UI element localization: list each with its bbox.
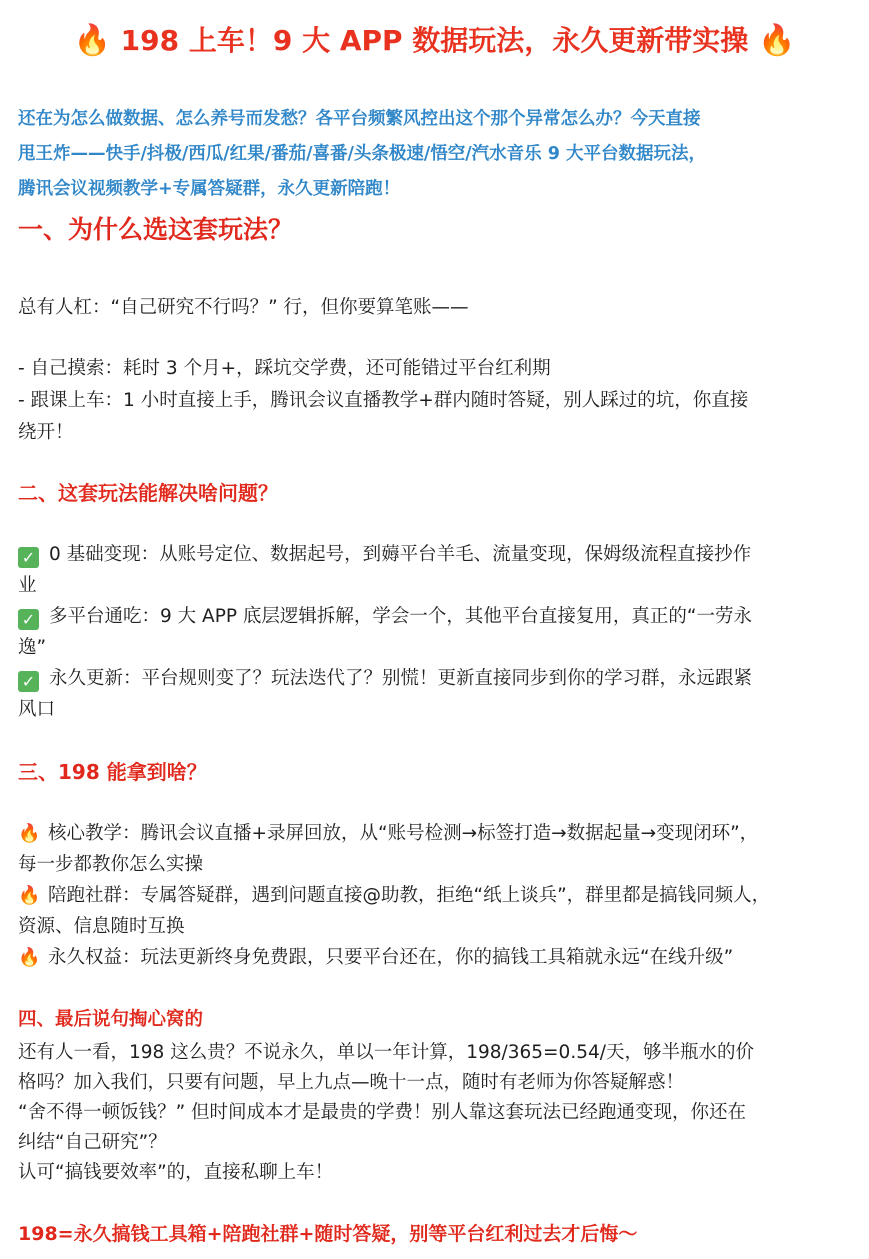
section3-item-cont: 资源、信息随时互换 [18,916,185,937]
section3-item-text: 永久权益：玩法更新终身免费跟，只要平台还在，你的搞钱工具箱就永远“在线升级” [48,947,734,968]
section2-item [18,602,752,632]
section2-item [18,540,751,570]
fire-icon: 🔥 [18,947,41,968]
section1-heading: 一、为什么选这套玩法？ [18,215,294,244]
section4-line: 还有人一看，198 这么贵？不说永久，单以一年计算，198/365=0.54/天，够半瓶水的价 [18,1042,754,1063]
section3-item [18,943,733,973]
section4-heading: 四、最后说句掏心窝的 [18,1009,204,1030]
section2-item-cont: 风口 [18,699,56,720]
section2-item-text: 永久更新：平台规则变了？玩法迭代了？别慌！更新直接同步到你的学习群，永远跟紧 [49,668,753,689]
section3-item [18,819,758,849]
intro-line: 甩王炸——快手/抖极/西瓜/红果/番茄/喜番/头条极速/悟空/汽水音乐 9 大平台数据玩法， [18,144,706,164]
section2-item-text: 0 基础变现：从账号定位、数据起号，到薅平台羊毛、流量变现，保姆级流程直接抄作 [49,544,752,565]
fire-icon: 🔥 [18,885,41,906]
post-title-text: 198 上车！9 大 APP 数据玩法，永久更新带实操 [120,24,749,57]
section1-item: - 跟课上车：1 小时直接上手，腾讯会议直播教学+群内随时答疑，别人踩过的坑，你直接 [18,390,749,411]
section1-item: 绕开！ [18,422,74,443]
check-mark-icon: ✓ [18,671,39,692]
section2-item-cont: 逸” [18,637,47,658]
section2-item [18,664,752,694]
section3-item-text: 核心教学：腾讯会议直播+录屏回放，从“账号检测→标签打造→数据起量→变现闭环”， [48,823,759,844]
check-mark-icon: ✓ [18,547,39,568]
section1-item: - 自己摸索：耗时 3 个月+，踩坑交学费，还可能错过平台红利期 [18,358,551,379]
section3-item-text: 陪跑社群：专属答疑群，遇到问题直接@助教，拒绝“纸上谈兵”，群里都是搞钱同频人， [48,885,771,906]
section4-line: “舍不得一顿饭钱？” 但时间成本才是最贵的学费！别人靠这套玩法已经跑通变现，你还在 [18,1102,747,1123]
intro-line: 还在为怎么做数据、怎么养号而发愁？各平台频繁风控出这个那个异常怎么办？今天直接 [18,109,701,129]
post-title [0,18,869,64]
section4-line: 纠结“自己研究”？ [18,1132,167,1153]
section3-item [18,881,770,911]
section4-line: 格吗？加入我们，只要有问题，早上九点—晚十一点，随时有老师为你答疑解惑！ [18,1072,685,1093]
fire-icon: 🔥 [758,23,796,58]
section1-lead: 总有人杠：“自己研究不行吗？” 行，但你要算笔账—— [18,297,469,318]
intro-line: 腾讯会议视频教学+专属答疑群，永久更新陪跑！ [18,179,401,199]
check-mark-icon: ✓ [18,609,39,630]
section4-line: 认可“搞钱要效率”的，直接私聊上车！ [18,1162,334,1183]
fire-icon: 🔥 [73,23,111,58]
section3-heading: 三、198 能拿到啥？ [18,760,207,784]
section2-heading: 二、这套玩法能解决啥问题？ [18,481,278,505]
fire-icon: 🔥 [18,823,41,844]
section2-item-text: 多平台通吃：9 大 APP 底层逻辑拆解，学会一个，其他平台直接复用，真正的“一劳永 [49,606,752,627]
section3-item-cont: 每一步都教你怎么实操 [18,854,204,875]
section2-item-cont: 业 [18,575,37,596]
closing-line: 198=永久搞钱工具箱+陪跑社群+随时答疑，别等平台红利过去才后悔～ [18,1223,638,1245]
